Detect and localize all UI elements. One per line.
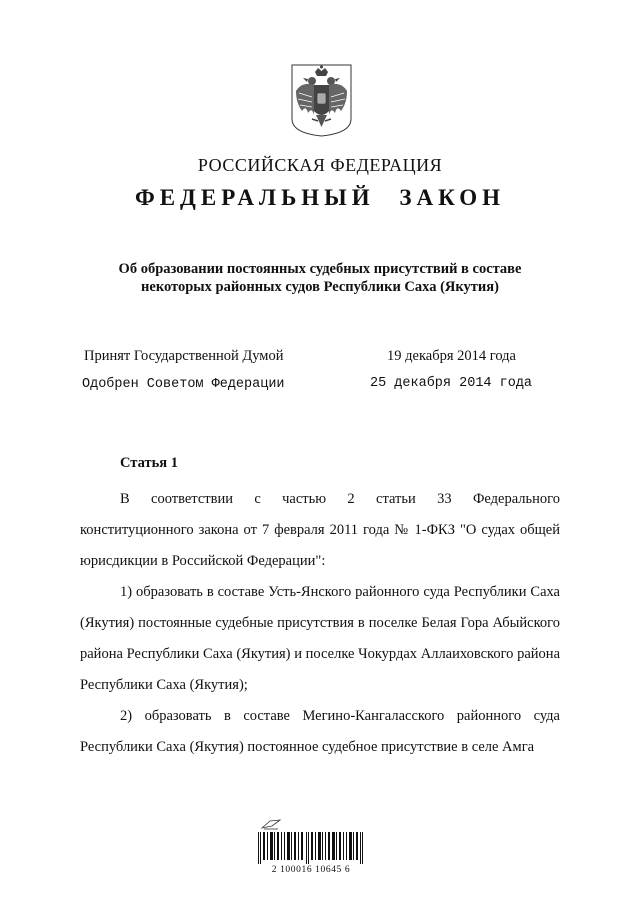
country-name: РОССИЙСКАЯ ФЕДЕРАЦИЯ	[197, 155, 443, 175]
law-title-line-1: Об образовании постоянных судебных присутствий в составе	[118, 261, 522, 277]
law-title-line-2: некоторых районных судов Республики Саха (Якутия)	[141, 279, 499, 295]
coat-of-arms-emblem	[290, 63, 353, 138]
document-type: ФЕДЕРАЛЬНЫЙ ЗАКОН	[134, 185, 506, 210]
document-barcode	[252, 818, 370, 880]
article-item-1: 1) образовать в составе Усть-Янского районного суда Республики Саха (Якутия) постоянные судебные присутствия в поселке Белая Гора Абыйского района Республики Саха (Якутия) и поселке Чокурдах Аллаиховского района Республики Саха (Якутия);	[80, 584, 560, 693]
article-body	[80, 484, 560, 763]
article-item-2: 2) образовать в составе Мегино-Кангаласского районного суда Республики Саха (Якутия) постоянное судебное присутствие в селе Амга	[80, 708, 560, 755]
russian-coat-of-arms-icon	[290, 63, 353, 138]
duma-adoption-date: 19 декабря 2014 года	[387, 348, 516, 364]
council-approval-date: 25 декабря 2014 года	[370, 376, 533, 391]
article-heading: Статья 1	[120, 455, 178, 471]
law-title	[90, 260, 550, 296]
council-approval-label: Одобрен Советом Федерации	[82, 377, 285, 392]
barcode-bars	[258, 832, 364, 864]
printer-logo-icon	[260, 818, 282, 830]
article-intro-line-1: В соответствии с частью 2 статьи 33 Федерального	[120, 491, 560, 507]
duma-adoption-label: Принят Государственной Думой	[84, 348, 284, 364]
barcode-number: 2 100016 10645 6	[271, 865, 351, 875]
article-intro-rest: конституционного закона от 7 февраля 2011 года № 1-ФКЗ "О судах общей юрисдикции в Российской Федерации":	[80, 522, 560, 569]
